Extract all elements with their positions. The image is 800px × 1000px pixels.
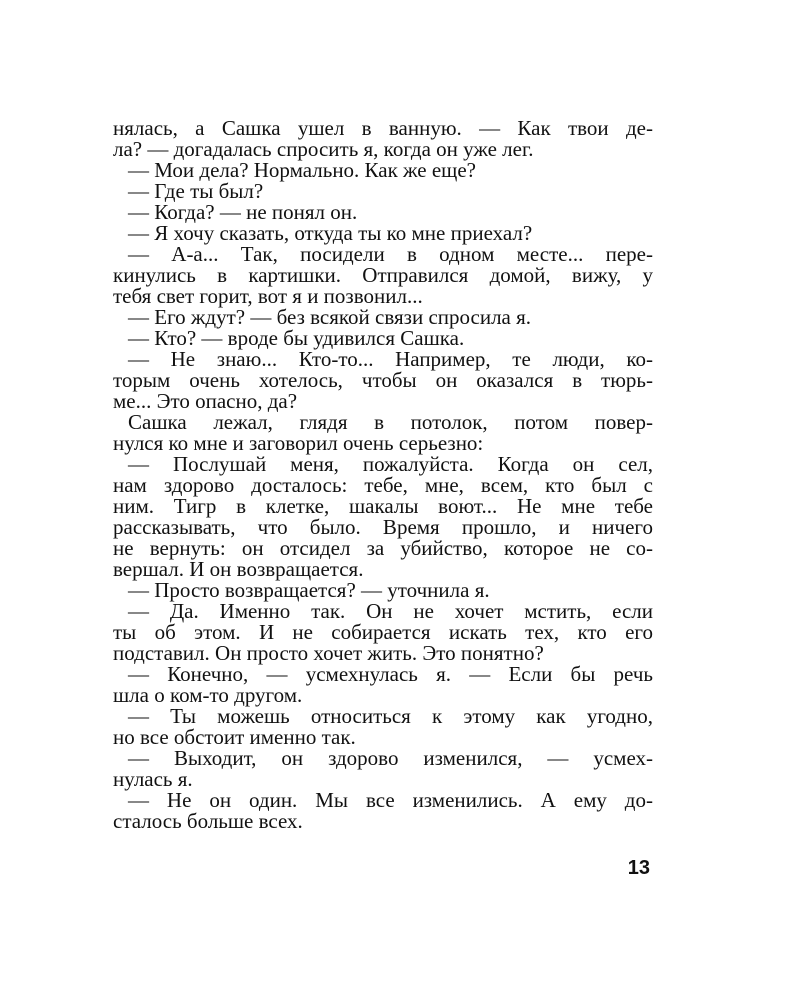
- text-line: — Конечно, — усмехнулась я. — Если бы речь: [128, 662, 653, 686]
- text-line: — Где ты был?: [128, 179, 264, 203]
- body-text: [113, 118, 653, 832]
- text-line: сталось больше всех.: [113, 809, 303, 833]
- text-line: ним. Тигр в клетке, шакалы воют... Не мне тебе: [113, 494, 653, 518]
- text-line: подставил. Он просто хочет жить. Это понятно?: [113, 641, 544, 665]
- text-line: Сашка лежал, глядя в потолок, потом повер-: [128, 410, 653, 434]
- text-line: нялась, а Сашка ушел в ванную. — Как твои де-: [113, 116, 653, 140]
- text-line: кинулись в картишки. Отправился домой, вижу, у: [113, 263, 653, 287]
- text-line: не вернуть: он отсидел за убийство, которое не со-: [113, 536, 653, 560]
- text-line: — Не он один. Мы все изменились. А ему до-: [128, 788, 653, 812]
- text-line: нам здорово досталось: тебе, мне, всем, кто был с: [113, 473, 653, 497]
- text-line: ла? — догадалась спросить я, когда он уже лег.: [113, 137, 534, 161]
- text-line: — Кто? — вроде бы удивился Сашка.: [128, 326, 465, 350]
- text-line: ме... Это опасно, да?: [113, 389, 298, 413]
- text-line: тебя свет горит, вот я и позвонил...: [113, 284, 423, 308]
- text-line: — Мои дела? Нормально. Как же еще?: [128, 158, 476, 182]
- text-line: рассказывать, что было. Время прошло, и ничего: [113, 515, 653, 539]
- text-line: нулся ко мне и заговорил очень серьезно:: [113, 431, 484, 455]
- text-line: — Послушай меня, пожалуйста. Когда он сел,: [128, 452, 653, 476]
- text-line: — Ты можешь относиться к этому как угодно,: [128, 704, 653, 728]
- text-line: вершал. И он возвращается.: [113, 557, 364, 581]
- text-line: — Я хочу сказать, откуда ты ко мне приехал?: [128, 221, 533, 245]
- text-line: — Не знаю... Кто-то... Например, те люди, ко-: [128, 347, 653, 371]
- text-line: но все обстоит именно так.: [113, 725, 356, 749]
- text-line: — Когда? — не понял он.: [128, 200, 358, 224]
- text-line: нулась я.: [113, 767, 193, 791]
- text-line: шла о ком-то другом.: [113, 683, 303, 707]
- page-number: 13: [627, 857, 650, 879]
- text-line: ты об этом. И не собирается искать тех, кто его: [113, 620, 653, 644]
- text-line: — Да. Именно так. Он не хочет мстить, если: [128, 599, 653, 623]
- text-line: — Его ждут? — без всякой связи спросила я.: [128, 305, 532, 329]
- text-line: — Просто возвращается? — уточнила я.: [128, 578, 490, 602]
- text-line: — Выходит, он здорово изменился, — усмех-: [128, 746, 653, 770]
- text-line: — А-а... Так, посидели в одном месте... пере-: [128, 242, 653, 266]
- text-line: торым очень хотелось, чтобы он оказался в тюрь-: [113, 368, 653, 392]
